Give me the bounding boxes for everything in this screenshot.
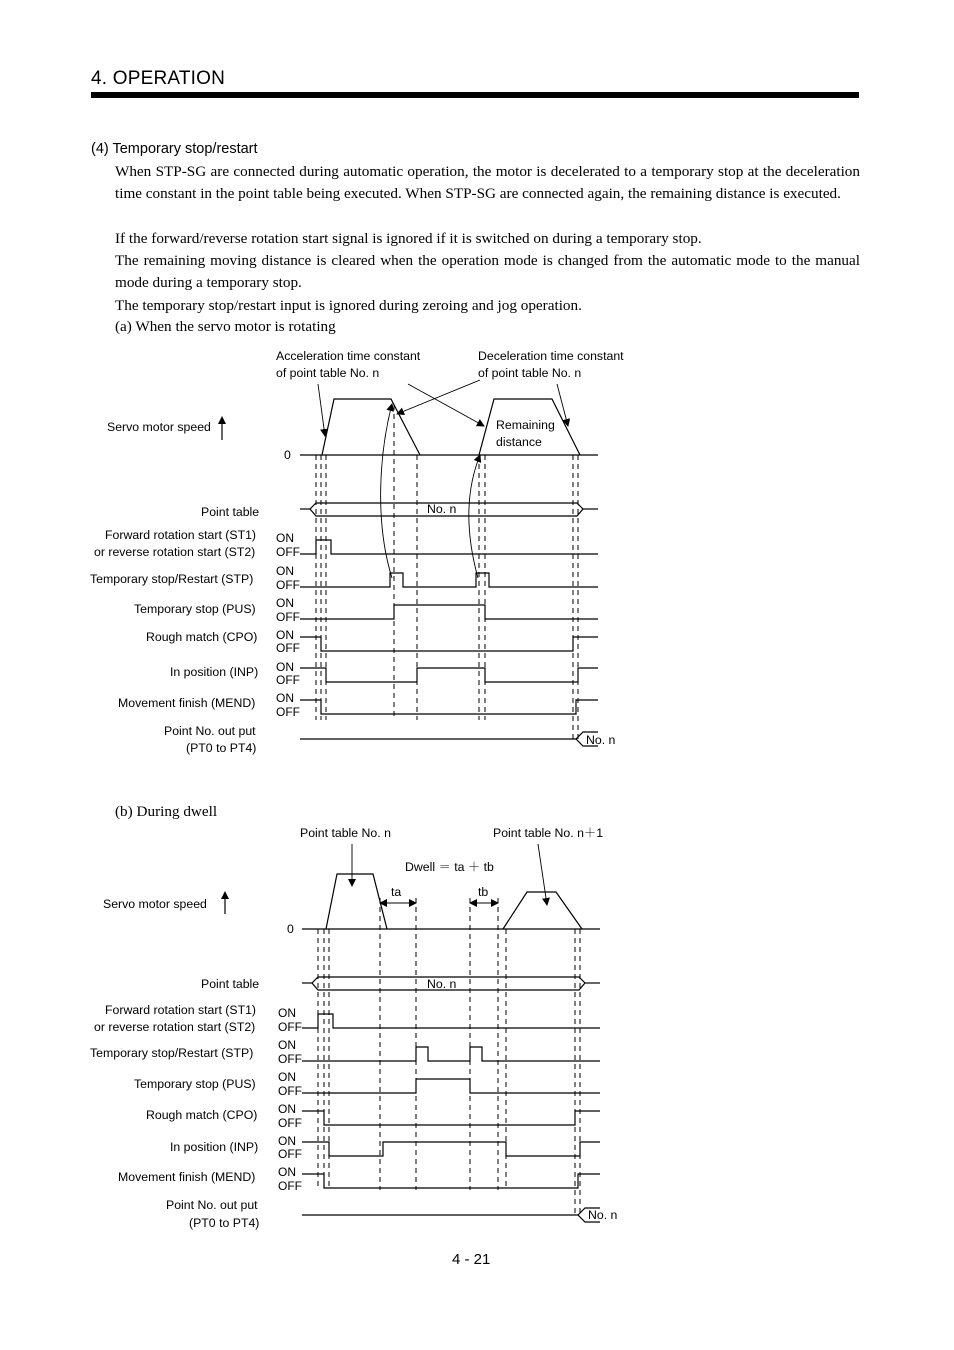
stp-label-b: Temporary stop/Restart (STP) — [90, 1046, 254, 1060]
pt-label-line1-b: Point No. out put — [166, 1198, 258, 1212]
pt-value: No. n — [586, 733, 616, 747]
decel-annotation-line2: of point table No. n — [478, 366, 582, 380]
point-table-value-b: No. n — [427, 977, 457, 991]
mend-on-label: ON — [276, 691, 294, 705]
st-off-label-b: OFF — [278, 1020, 302, 1034]
chapter-title: 4. OPERATION — [91, 68, 226, 89]
dwell-annotation: Dwell ＝ ta ＋ tb — [405, 860, 494, 874]
point-table-label-b: Point table — [201, 977, 260, 991]
point-n-annotation: Point table No. n — [300, 826, 391, 840]
paragraph-remaining-cleared: The remaining moving distance is cleared when the operation mode is changed from the automatic mode to the manual mode during a temporary stop. — [115, 252, 860, 292]
diagram-a-heading: (a) When the servo motor is rotating — [115, 318, 336, 335]
diagram-b-heading: (b) During dwell — [115, 803, 218, 820]
st-label-line2: or reverse rotation start (ST2) — [94, 545, 256, 559]
accel-annotation-line1: Acceleration time constant — [276, 349, 421, 363]
mend-on-label-b: ON — [278, 1165, 296, 1179]
cpo-off-label: OFF — [276, 641, 300, 655]
pt-label-line2: (PT0 to PT4) — [186, 741, 257, 755]
point-table-label: Point table — [201, 505, 260, 519]
stp-label: Temporary stop/Restart (STP) — [90, 572, 254, 586]
inp-on-label: ON — [276, 660, 294, 674]
pt-label-line2-b: (PT0 to PT4) — [189, 1216, 260, 1230]
page-number: 4 - 21 — [452, 1251, 491, 1268]
st-label-line2-b: or reverse rotation start (ST2) — [94, 1020, 256, 1034]
paragraph-stp-sg: When STP-SG are connected during automatic operation, the motor is decelerated to a temporary stop at the deceleration time constant in the point table being executed. When STP-SG are connected again, the remaining distance is executed. — [115, 163, 860, 203]
mend-label: Movement finish (MEND) — [118, 696, 256, 710]
paragraph-start-ignored: If the forward/reverse rotation start signal is ignored if it is switched on during a temporary stop. — [115, 230, 702, 247]
ta-annotation: ta — [391, 885, 402, 899]
cpo-on-label-b: ON — [278, 1102, 296, 1116]
cpo-label: Rough match (CPO) — [146, 630, 258, 644]
cpo-on-label: ON — [276, 628, 294, 642]
inp-label: In position (INP) — [170, 665, 259, 679]
tb-annotation: tb — [478, 885, 489, 899]
stp-off-label-b: OFF — [278, 1052, 302, 1066]
stp-on-label: ON — [276, 564, 294, 578]
point-n1-annotation: Point table No. n＋1 — [493, 826, 604, 840]
pus-off-label-b: OFF — [278, 1084, 302, 1098]
pus-on-label-b: ON — [278, 1070, 296, 1084]
inp-label-b: In position (INP) — [170, 1140, 259, 1154]
mend-off-label: OFF — [276, 705, 300, 719]
pus-off-label: OFF — [276, 610, 300, 624]
cpo-label-b: Rough match (CPO) — [146, 1108, 258, 1122]
speed-zero-label: 0 — [284, 448, 291, 462]
inp-on-label-b: ON — [278, 1134, 296, 1148]
st-off-label: OFF — [276, 545, 300, 559]
pt-label-line1: Point No. out put — [164, 724, 256, 738]
mend-off-label-b: OFF — [278, 1179, 302, 1193]
pus-label-b: Temporary stop (PUS) — [134, 1077, 256, 1091]
mend-label-b: Movement finish (MEND) — [118, 1170, 256, 1184]
decel-annotation-line1: Deceleration time constant — [478, 349, 624, 363]
cpo-off-label-b: OFF — [278, 1116, 302, 1130]
st-on-label-b: ON — [278, 1006, 296, 1020]
point-table-value: No. n — [427, 502, 457, 516]
st-on-label: ON — [276, 531, 294, 545]
remaining-annotation-line1: Remaining — [496, 418, 555, 432]
section-heading: (4) Temporary stop/restart — [91, 141, 258, 157]
pus-on-label: ON — [276, 596, 294, 610]
pus-label: Temporary stop (PUS) — [134, 602, 256, 616]
speed-label-b: Servo motor speed — [103, 897, 207, 911]
accel-annotation-line2: of point table No. n — [276, 366, 380, 380]
speed-zero-label-b: 0 — [287, 922, 294, 936]
st-label-line1: Forward rotation start (ST1) — [105, 528, 257, 542]
inp-off-label-b: OFF — [278, 1147, 302, 1161]
stp-off-label: OFF — [276, 578, 300, 592]
st-label-line1-b: Forward rotation start (ST1) — [105, 1003, 257, 1017]
pt-value-b: No. n — [588, 1208, 618, 1222]
paragraph-ignored-zeroing: The temporary stop/restart input is ignored during zeroing and jog operation. — [115, 297, 582, 314]
speed-label: Servo motor speed — [107, 420, 211, 434]
remaining-annotation-line2: distance — [496, 435, 542, 449]
inp-off-label: OFF — [276, 673, 300, 687]
stp-on-label-b: ON — [278, 1038, 296, 1052]
